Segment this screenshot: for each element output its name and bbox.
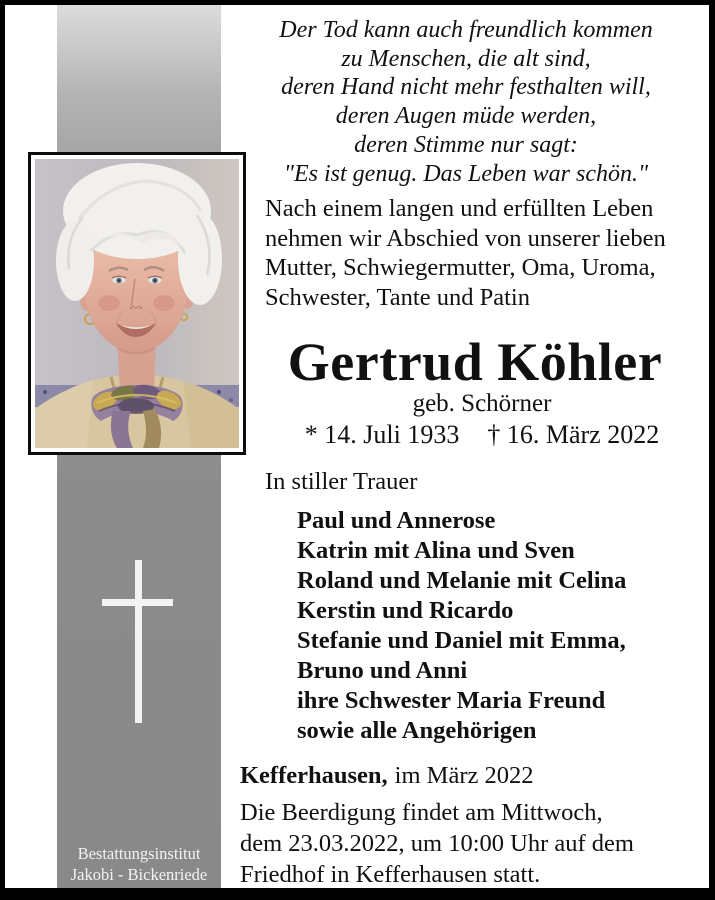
farewell-text [240, 194, 710, 312]
maiden-name: geb. Schörner [412, 390, 552, 417]
poem-line: deren Stimme nur sagt: [354, 131, 578, 158]
place-name: Kefferhausen, [240, 762, 388, 789]
farewell-line: Nach einem langen und erfüllten Leben [265, 195, 654, 222]
death-date: † 16. März 2022 [487, 420, 660, 449]
poem-line: zu Menschen, die alt sind, [341, 45, 591, 72]
funeral-home-line1: Bestattungsinstitut [77, 844, 201, 863]
cross-vertical-bar [135, 560, 142, 723]
mourner-line: Stefanie und Daniel mit Emma, [297, 627, 626, 654]
notice-date: im März 2022 [394, 762, 534, 789]
poem-line: deren Augen müde werden, [335, 103, 597, 130]
funeral-info-line: dem 23.03.2022, um 10:00 Uhr auf dem [240, 830, 634, 858]
portrait-photo [35, 159, 239, 448]
mourners-list [240, 506, 710, 746]
mourning-heading: In stiller Trauer [265, 468, 418, 495]
farewell-line: nehmen wir Abschied von unserer lieben [265, 224, 666, 252]
farewell-line: Schwester, Tante und Patin [265, 283, 530, 311]
mourner-line: ihre Schwester Maria Freund [297, 687, 606, 714]
poem-line: deren Hand nicht mehr festhalten will, [281, 74, 651, 101]
funeral-home-line2: Jakobi - Bickenriede [70, 865, 208, 884]
deceased-name: Gertrud Köhler [287, 332, 663, 392]
mourner-line: Paul und Annerose [297, 507, 496, 534]
mourner-line: Bruno und Anni [297, 657, 468, 684]
funeral-information [240, 797, 710, 891]
photo-frame [28, 152, 246, 455]
birth-date: * 14. Juli 1933 [304, 420, 460, 449]
funeral-info-line: Friedhof in Kefferhausen statt. [240, 861, 541, 889]
life-dates [240, 420, 710, 450]
mourner-line: Roland und Melanie mit Celina [297, 567, 627, 594]
place-and-date [240, 762, 710, 790]
funeral-info-line: Die Beerdigung findet am Mittwoch, [240, 799, 603, 826]
notice-text-column [240, 5, 710, 888]
cross-horizontal-bar [102, 599, 173, 606]
mourner-line: sowie alle Angehörigen [297, 717, 537, 744]
mourner-line: Katrin mit Alina und Sven [297, 537, 575, 564]
farewell-line: Mutter, Schwiegermutter, Oma, Uroma, [265, 254, 656, 281]
poem [240, 16, 710, 188]
poem-line: "Es ist genug. Das Leben war schön." [283, 160, 649, 187]
mourner-line: Kerstin und Ricardo [297, 597, 514, 624]
funeral-home-label [57, 843, 221, 885]
poem-line: Der Tod kann auch freundlich kommen [279, 17, 653, 43]
cross-icon [102, 560, 173, 723]
